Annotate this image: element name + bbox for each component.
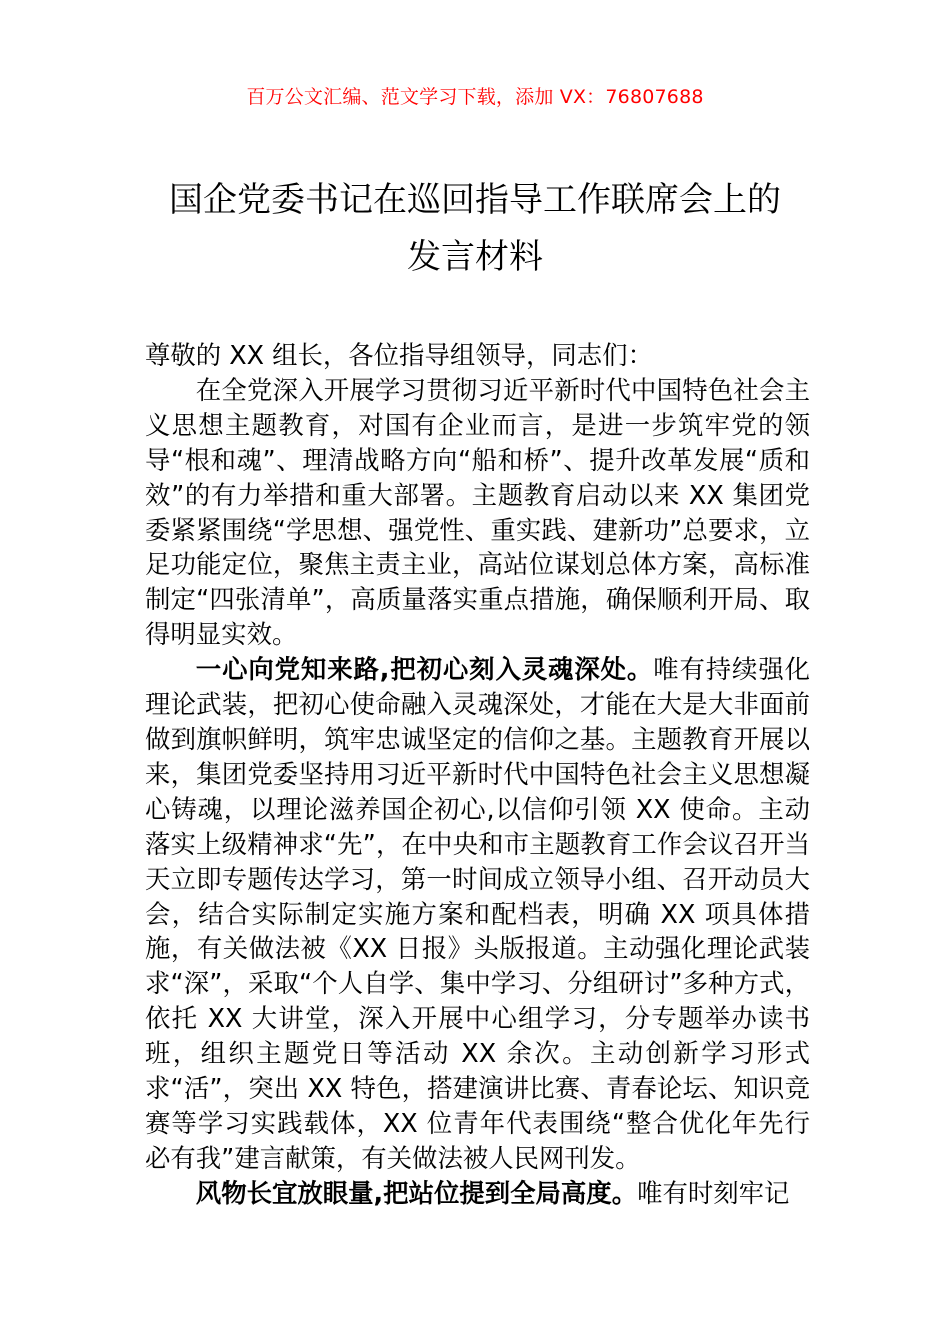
paragraph-section-2: [145, 1176, 810, 1211]
paragraph-intro: [145, 373, 810, 652]
paragraph-section-1: [145, 652, 810, 1176]
paragraph-text: 唯有时刻牢记: [637, 1177, 790, 1208]
paragraph-text: 唯有持续强化理论武装，把初心使命融入灵魂深处，才能在大是大非面前做到旗帜鲜明，筑牢忠诚坚定的信仰之基。主题教育开展以来，集团党委坚持用习近平新时代中国特色社会主义思想凝心铸魂，以理论滋养国企初心,以信仰引领 XX 使命。主动落实上级精神求“先”，在中央和市主题教育工作会议召开当天立即专题传达学习，第一时间成立领导小组、召开动员大会，结合实际制定实施方案和配档表，明确 XX 项具体措施，有关做法被《XX 日报》头版报道。主动强化理论武装求“深”，采取“个人自学、集中学习、分组研讨”多种方式，依托 XX 大讲堂，深入开展中心组学习，分专题举办读书班，组织主题党日等活动 XX 余次。主动创新学习形式求“活”，突出 XX 特色，搭建演讲比赛、青春论坛、知识竞赛等学习实践载体，XX 位青年代表围绕“整合优化年先行必有我”建言献策，有关做法被人民网刊发。: [145, 654, 811, 1173]
title-line-1: 国企党委书记在巡回指导工作联席会上的: [169, 180, 781, 220]
title-line-2: 发言材料: [407, 237, 543, 277]
salutation: 尊敬的 XX 组长，各位指导组领导，同志们：: [145, 340, 653, 370]
watermark-banner: 百万公文汇编、范文学习下载，添加 VX：76807688: [246, 86, 704, 108]
paragraph-text: 在全党深入开展学习贯彻习近平新时代中国特色社会主义思想主题教育，对国有企业而言，是进一步筑牢党的领导“根和魂”、理清战略方向“船和桥”、提升改革发展“质和效”的有力举措和重大部署。主题教育启动以来 XX 集团党委紧紧围绕“学思想、强党性、重实践、建新功”总要求，立足功能定位，聚焦主责主业，高站位谋划总体方案，高标准制定“四张清单”，高质量落实重点措施，确保顺利开局、取得明显实效。: [145, 374, 810, 650]
section-heading: 风物长宜放眼量,把站位提到全局高度。: [195, 1177, 638, 1208]
document-body: [145, 338, 810, 1211]
document-title: [120, 172, 830, 286]
section-heading: 一心向党知来路,把初心刻入灵魂深处。: [195, 654, 654, 685]
